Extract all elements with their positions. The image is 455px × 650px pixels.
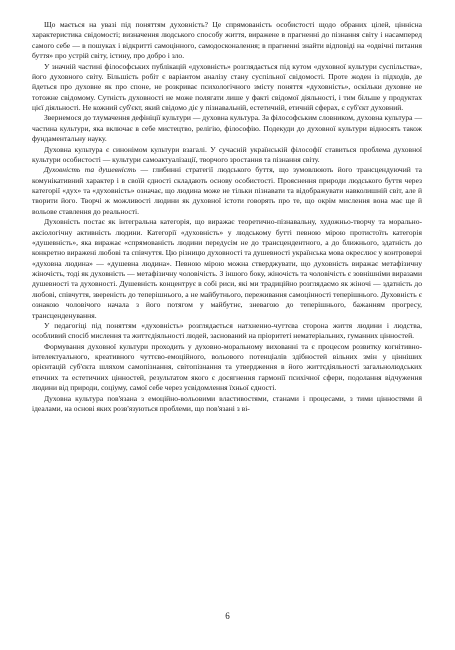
- paragraph: Що мається на увазі під поняттям духовність? Це спрямованість особистості щодо обраних цілей, ціннісна характеристика свідомості; визначення людського способу життя, виражене в прагненні до пізнання світу і насамперед самого себе — в пошуках і відкритті самоцінного, самодосконалення; в прагненні знайти відповіді на «одвічні питання буття» про устрій світу, істину, про добро і зло.: [32, 20, 422, 61]
- body-text: [32, 20, 422, 414]
- page-number: 6: [225, 611, 230, 621]
- paragraph: Звернемося до тлумачення дефініції культури — духовна культура. За філософським словником, духовна культура — частина культури, яка включає в себе мистецтво, релігію, філософію. Подекуди до духовної культури відносять також фундаментальну науку.: [32, 113, 422, 144]
- paragraph: Формування духовної культури проходить у духовно-моральному вихованні та є процесом розвитку когнітивно-інтелектуального, креативного чуттєво-емоційного, вольового потенціалів здібностей вільних змін у цінніших орієнтацій суб'єкта шляхом самопізнання, світопізнання та утвердження в його життєдіяльності загальнолюдських етичних та естетичних цінностей, результатом якого є досягнення гармонії психічної сфери, подолання відчуження людини від природи, соціуму, самої себе через усвідомлення їхньої єдності.: [32, 341, 422, 393]
- paragraph-with-term: [32, 165, 422, 217]
- paragraph: У педагогіці під поняттям «духовність» розглядається натхненно-чуттєва сторона життя людини і людства, особливий спосіб мислення та життєдіяльності людей, заснований на пріоритеті нематеріальних, гуманних цінностей.: [32, 320, 422, 341]
- paragraph: У значній частині філософських публікацій «духовність» розглядається під кутом «духовної культури суспільства», його духовного світу. Більшість робіт є варіантом аналізу стану суспільної свідомості. Проте жоден із підходів, де йдеться про духовне як про споне, не розкриває психологічного змісту поняття «духовність», оскільки духовне не тотожне свідомому. Сутність духовності не може полягати лише у факті свідомої діяльності, і тим більше у продуктах цієї діяльності. Не кожний суб'єкт, який свідомо діє у пізнавальній, естетичній, етичній сферах, є суб'єкт духовний.: [32, 61, 422, 112]
- paragraph: Духовна культура пов'язана з емоційно-вольовими властивостями, станами і процесами, з тими цінностями й ідеалами, на основі яких розв'язуються проблеми, що пов'язані з ві-: [32, 393, 422, 413]
- paragraph: Духовна культура є синонімом культури взагалі. У сучасній українській філософії ставиться проблема духовної культури особистості — культури самоактуалізації, творчого зростання та пізнання світу.: [32, 144, 422, 164]
- paragraph-body: — глибинні стратегії людського буття, що зумовлюють його трансцендуючий та комунікативний характер і в своїй єдності складають основу особистості. Прояснення природи людського буття через категорії «дух» та «духовність» означає, що людина може не тільки пізнавати та відображувати навколишній світ, але й творити його. Творчі ж можливості людини як духовної істоти говорять про те, що окрім мислення вона має ще й вольове ставлення до реальності.: [32, 165, 422, 216]
- term-emphasis: Духовність та душевність: [44, 165, 137, 175]
- paragraph: Духовність постає як інтегральна категорія, що виражає теоретично-пізнавальну, художньо-творчу та морально-аксіологічну активність людини. Категорії «духовність» у людському бутті певною мірою протистоїть категорія «душевність», яка виражає «спрямованість людини передусім не до трансцендентного, а до ближнього, здатність до конкретно виражені любові та співчуття. Цю різницю духовності та душевності українська мова окреслює у контроверзі «духовна людина» — «душевна людина». Певною мірою можна стверджувати, що духовність виражає метафізичну жіночість, тоді як духовність — метафізичну чоловічість. З іншого боку, жіночість та чоловічість є зовнішніми виразами душевності та духовності. Душевність концентрує в собі риси, які ми традиційно розглядаємо як жіночі — здатність до любові, співчуття, звереність до теперішнього, а не майбутнього, переживання самоцінності теперішнього. Духовність є ознакою чоловічого начала з його потягом у майбутнє, зневагою до теперішнього, бажанням прогресу, трансценденування.: [32, 217, 422, 320]
